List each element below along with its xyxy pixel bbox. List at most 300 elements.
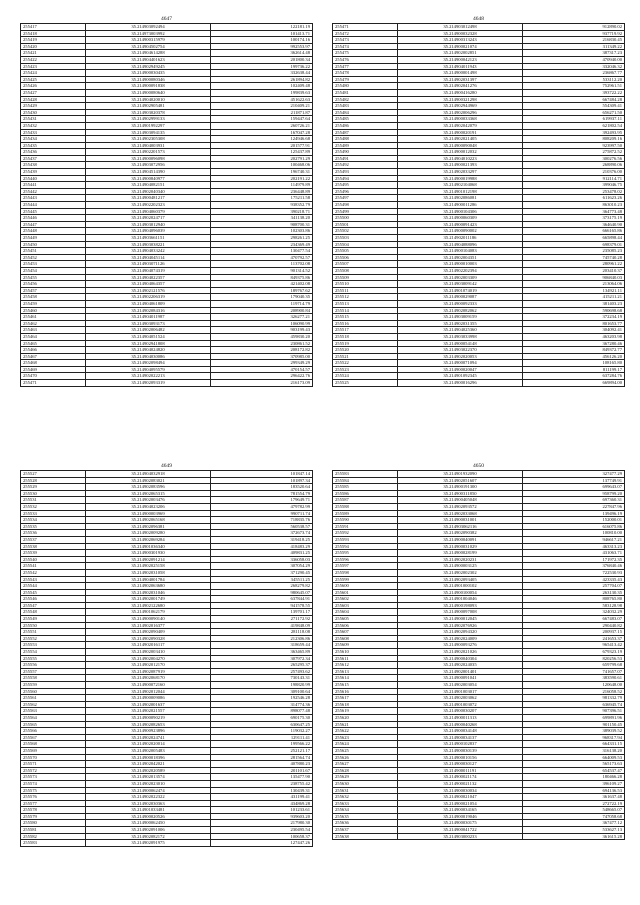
id-cell: 255493 [333, 169, 398, 176]
value-cell: 938352.79 [211, 202, 313, 209]
table-row [333, 89, 625, 96]
value-cell: 697360.31 [523, 497, 625, 504]
coordinate-cell: 35.214904064357 [86, 281, 211, 288]
coordinate-cell: 35.214900041722 [398, 827, 523, 834]
coordinate-cell: 35.214900072160 [86, 682, 211, 689]
id-cell: 255592 [333, 530, 398, 537]
id-cell: 255561 [21, 695, 86, 702]
table-row [333, 281, 625, 288]
coordinate-cell: 35.214903092494 [86, 24, 211, 31]
value-cell: 134921.11 [523, 287, 625, 294]
value-cell: 560538.57 [211, 523, 313, 530]
id-cell: 255527 [21, 471, 86, 478]
coordinate-cell: 35.214902024035 [398, 662, 523, 669]
coordinate-cell: 35.214902021405 [398, 136, 523, 143]
coordinate-cell: 35.214904033242 [86, 248, 211, 255]
id-cell: 255583 [21, 840, 86, 847]
id-cell: 255536 [21, 530, 86, 537]
id-cell: 255431 [21, 116, 86, 123]
value-cell: 183520.64 [211, 484, 313, 491]
value-cell: 912114.71 [523, 175, 625, 182]
coordinate-cell: 35.214900092333 [398, 300, 523, 307]
value-cell: 200937.15 [523, 629, 625, 636]
value-cell: 637284.76 [523, 373, 625, 380]
table-row [333, 221, 625, 228]
coordinate-cell: 35.214902087919 [86, 668, 211, 675]
table-row [333, 63, 625, 70]
value-cell: 371290.45 [211, 569, 313, 576]
id-cell: 255573 [21, 774, 86, 781]
value-cell: 396109.27 [523, 780, 625, 787]
coordinate-cell: 35.214902098494 [86, 360, 211, 367]
coordinate-cell: 35.214902024741 [86, 734, 211, 741]
id-cell: 255542 [21, 569, 86, 576]
id-cell: 255588 [333, 503, 398, 510]
table-row [333, 695, 625, 702]
id-cell: 255512 [333, 294, 398, 301]
table-row [333, 314, 625, 321]
table-row [333, 175, 625, 182]
coordinate-cell: 35.214904502754 [86, 43, 211, 50]
id-cell: 255535 [21, 523, 86, 530]
id-cell: 255607 [333, 629, 398, 636]
id-cell: 255509 [333, 274, 398, 281]
table-row [333, 774, 625, 781]
table-row [21, 169, 313, 176]
id-cell: 255531 [21, 497, 86, 504]
table-row [21, 550, 313, 557]
table-row [333, 50, 625, 57]
value-cell: 212306.86 [211, 635, 313, 642]
coordinate-cell: 35.214902094320 [398, 629, 523, 636]
coordinate-cell: 35.214902022322 [86, 794, 211, 801]
coordinate-cell: 35.214901092345 [398, 373, 523, 380]
table-row [21, 510, 313, 517]
value-cell: 260726.21 [211, 122, 313, 129]
id-cell: 255503 [333, 235, 398, 242]
coordinate-cell: 35.214902082172 [86, 833, 211, 840]
id-cell: 255583 [333, 471, 398, 478]
coordinate-cell: 35.214902023010 [86, 780, 211, 787]
id-cell: 255518 [333, 333, 398, 340]
id-cell: 255595 [333, 550, 398, 557]
coordinate-cell: 35.214901012198 [398, 188, 523, 195]
value-cell: 939603.20 [211, 813, 313, 820]
coordinate-cell: 35.214903022370 [398, 347, 523, 354]
table-row [21, 353, 313, 360]
id-cell: 255520 [333, 347, 398, 354]
value-cell: 102409.48 [211, 83, 313, 90]
table-row [333, 576, 625, 583]
table-row [21, 195, 313, 202]
coordinate-cell: 35.214902001749 [86, 596, 211, 603]
id-cell: 255473 [333, 37, 398, 44]
table-row [21, 30, 313, 37]
coordinate-cell: 35.214900321298 [398, 96, 523, 103]
id-cell: 255578 [21, 807, 86, 814]
table-row [333, 523, 625, 530]
coordinate-cell: 35.214900198093 [398, 602, 523, 609]
value-cell: 901314.52 [211, 267, 313, 274]
coordinate-cell: 35.214902202323 [86, 202, 211, 209]
value-cell: 990711.74 [211, 510, 313, 517]
coordinate-cell: 35.214900097008 [398, 609, 523, 616]
coordinate-cell: 35.214902944969 [398, 103, 523, 110]
id-cell: 255614 [333, 675, 398, 682]
value-cell: 621802.54 [523, 122, 625, 129]
coordinate-cell: 35.214902090328 [86, 635, 211, 642]
value-cell: 654537.47 [523, 767, 625, 774]
value-cell: 937719.92 [523, 30, 625, 37]
table-header: 4649 [161, 463, 172, 469]
table-row [333, 569, 625, 576]
coordinate-cell: 35.214902076926 [398, 622, 523, 629]
value-cell: 431199.41 [211, 794, 313, 801]
table-row [21, 208, 313, 215]
value-cell: 898077.48 [211, 708, 313, 715]
table-row [333, 43, 625, 50]
value-cell: 912890.02 [523, 24, 625, 31]
value-cell: 965413.42 [523, 642, 625, 649]
value-cell: 120648.00 [523, 682, 625, 689]
id-cell: 255598 [333, 569, 398, 576]
table-row [21, 813, 313, 820]
coordinate-cell: 35.214900030435 [86, 70, 211, 77]
value-cell: 533627.13 [523, 827, 625, 834]
value-cell: 314774.36 [211, 701, 313, 708]
coordinate-cell: 35.214904022357 [86, 274, 211, 281]
table-header: 4648 [473, 16, 484, 22]
coordinate-cell: 35.214902083596 [86, 484, 211, 491]
table-row [333, 162, 625, 169]
value-cell: 202191.22 [211, 175, 313, 182]
id-cell: 255448 [21, 228, 86, 235]
coordinate-cell: 35.214900104083 [398, 248, 523, 255]
id-cell: 255489 [333, 142, 398, 149]
coordinate-cell: 35.214902020231 [398, 556, 523, 563]
coordinate-cell: 35.214902202394 [398, 267, 523, 274]
id-cell: 255465 [21, 340, 86, 347]
value-cell: 565173.63 [523, 761, 625, 768]
id-cell: 255571 [21, 761, 86, 768]
value-cell: 268279.82 [211, 583, 313, 590]
id-cell: 255437 [21, 155, 86, 162]
id-cell: 255562 [21, 701, 86, 708]
id-cell: 255477 [333, 63, 398, 70]
value-cell: 189767.62 [211, 287, 313, 294]
id-cell: 255565 [21, 721, 86, 728]
coordinate-cell: 35.214900021393 [398, 162, 523, 169]
value-cell: 101413.71 [211, 30, 313, 37]
coordinate-cell: 35.214900840977 [86, 175, 211, 182]
coordinate-cell: 35.214900034137 [398, 734, 523, 741]
coordinate-cell: 35.214900091041 [398, 675, 523, 682]
value-cell: 106090.99 [211, 320, 313, 327]
id-cell: 255445 [21, 208, 86, 215]
id-cell: 255478 [333, 70, 398, 77]
value-cell: 281564.74 [211, 754, 313, 761]
data-table [332, 470, 625, 840]
table-row [333, 484, 625, 491]
id-cell: 255460 [21, 307, 86, 314]
coordinate-cell: 35.214902004270 [86, 655, 211, 662]
id-cell: 255549 [21, 616, 86, 623]
coordinate-cell: 35.214902021026 [398, 649, 523, 656]
id-cell: 255506 [333, 254, 398, 261]
coordinate-cell: 35.214903093173 [86, 320, 211, 327]
table-row [21, 37, 313, 44]
table-row [21, 149, 313, 156]
coordinate-cell: 35.214900040091 [398, 536, 523, 543]
table-row [21, 109, 313, 116]
table-row [333, 688, 625, 695]
table-row [333, 747, 625, 754]
id-cell: 255510 [333, 281, 398, 288]
value-cell: 139701.17 [211, 609, 313, 616]
value-cell: 100658.37 [211, 833, 313, 840]
table-row [333, 300, 625, 307]
table-block-2 [332, 15, 625, 387]
id-cell: 255417 [21, 24, 86, 31]
id-cell: 255424 [21, 70, 86, 77]
table-row [21, 596, 313, 603]
id-cell: 255604 [333, 609, 398, 616]
value-cell: 548665.07 [523, 807, 625, 814]
value-cell: 152000.01 [523, 517, 625, 524]
id-cell: 255439 [21, 169, 86, 176]
value-cell: 135477.90 [211, 774, 313, 781]
id-cell: 255543 [21, 576, 86, 583]
value-cell: 636945.74 [523, 701, 625, 708]
value-cell: 946617.21 [523, 536, 625, 543]
table-row [21, 556, 313, 563]
coordinate-cell: 35.214900011313 [398, 714, 523, 721]
table-row [21, 747, 313, 754]
table-row [21, 820, 313, 827]
coordinate-cell: 35.214900001498 [398, 70, 523, 77]
value-cell: 199736.22 [211, 63, 313, 70]
value-cell: 372673.74 [211, 530, 313, 537]
coordinate-cell: 35.214900032328 [398, 30, 523, 37]
value-cell: 656271.50 [523, 109, 625, 116]
coordinate-cell: 35.214900080640 [86, 89, 211, 96]
table-row [333, 642, 625, 649]
coordinate-cell: 35.214900030127 [398, 761, 523, 768]
value-cell: 992553.97 [211, 43, 313, 50]
id-cell: 255638 [333, 833, 398, 840]
table-row [21, 787, 313, 794]
coordinate-cell: 35.214902003476 [86, 497, 211, 504]
value-cell: 415211.21 [523, 294, 625, 301]
value-cell: 616075.86 [523, 523, 625, 530]
id-cell: 255599 [333, 576, 398, 583]
table-row [21, 307, 313, 314]
coordinate-cell: 35.214902031046 [86, 589, 211, 596]
coordinate-cell: 35.214902090409 [86, 629, 211, 636]
table-row [333, 142, 625, 149]
id-cell: 255441 [21, 182, 86, 189]
id-cell: 255513 [333, 300, 398, 307]
value-cell: 252121.17 [211, 747, 313, 754]
value-cell: 268890.06 [523, 162, 625, 169]
table-row [21, 103, 313, 110]
id-cell: 255612 [333, 662, 398, 669]
value-cell: 299349.29 [211, 360, 313, 367]
table-row [21, 129, 313, 136]
coordinate-cell: 35.214900405048 [398, 497, 523, 504]
coordinate-cell: 35.214902999133 [86, 116, 211, 123]
id-cell: 255537 [21, 536, 86, 543]
id-cell: 255623 [333, 734, 398, 741]
table-row [333, 721, 625, 728]
coordinate-cell: 35.214902091975 [86, 840, 211, 847]
table-row [21, 182, 313, 189]
coordinate-cell: 35.214904088096 [398, 241, 523, 248]
table-row [333, 373, 625, 380]
table-row [333, 800, 625, 807]
table-row [21, 314, 313, 321]
id-cell: 255459 [21, 300, 86, 307]
value-cell: 381403.23 [523, 300, 625, 307]
coordinate-cell: 35.214901074019 [398, 287, 523, 294]
id-cell: 255590 [333, 517, 398, 524]
table-row [333, 714, 625, 721]
value-cell: 230861.52 [211, 340, 313, 347]
table-row [333, 490, 625, 497]
table-row [333, 188, 625, 195]
value-cell: 345511.25 [211, 576, 313, 583]
coordinate-cell: 35.214902006296 [398, 109, 523, 116]
coordinate-cell: 35.214904074319 [86, 267, 211, 274]
coordinate-cell: 35.214900102837 [398, 741, 523, 748]
id-cell: 255609 [333, 642, 398, 649]
id-cell: 255484 [333, 109, 398, 116]
id-cell: 255433 [21, 129, 86, 136]
coordinate-cell: 35.214900028199 [398, 550, 523, 557]
id-cell: 255462 [21, 320, 86, 327]
coordinate-cell: 35.214904082151 [86, 182, 211, 189]
table-row [333, 254, 625, 261]
value-cell: 275872.52 [523, 149, 625, 156]
value-cell: 361615.28 [523, 833, 625, 840]
coordinate-cell: 35.214902084316 [86, 307, 211, 314]
coordinate-cell: 35.214902003309 [398, 274, 523, 281]
table-row [21, 635, 313, 642]
value-cell: 470792.57 [211, 254, 313, 261]
value-cell: 227847.96 [523, 503, 625, 510]
table-row [21, 774, 313, 781]
id-cell: 255451 [21, 248, 86, 255]
value-cell: 202791.29 [211, 155, 313, 162]
id-cell: 255508 [333, 267, 398, 274]
value-cell: 114979.89 [211, 182, 313, 189]
id-cell: 255436 [21, 149, 86, 156]
table-row [21, 807, 313, 814]
table-row [21, 76, 313, 83]
table-row [21, 794, 313, 801]
value-cell: 332638.44 [211, 70, 313, 77]
id-cell: 255637 [333, 827, 398, 834]
table-row [21, 89, 313, 96]
table-row [21, 241, 313, 248]
value-cell: 139496.19 [523, 510, 625, 517]
coordinate-cell: 35.214900104306 [398, 208, 523, 215]
id-cell: 255630 [333, 780, 398, 787]
coordinate-cell: 35.214900030139 [398, 747, 523, 754]
data-table [20, 470, 313, 847]
coordinate-cell: 35.214902012170 [86, 662, 211, 669]
coordinate-cell: 35.214900030034 [398, 787, 523, 794]
id-cell: 255474 [333, 43, 398, 50]
id-cell: 255631 [333, 787, 398, 794]
table-row [333, 589, 625, 596]
id-cell: 255423 [21, 63, 86, 70]
value-cell: 125437.89 [211, 149, 313, 156]
table-row [333, 662, 625, 669]
value-cell: 752961.51 [523, 83, 625, 90]
table-row [21, 484, 313, 491]
value-cell: 808765.80 [523, 596, 625, 603]
table-header: 4650 [473, 463, 484, 469]
value-cell: 923997.50 [523, 142, 625, 149]
data-table [332, 23, 625, 387]
coordinate-cell: 35.214902093319 [86, 380, 211, 387]
coordinate-cell: 35.214902004351 [398, 254, 523, 261]
coordinate-cell: 35.214902082062 [398, 307, 523, 314]
value-cell: 217980.30 [211, 820, 313, 827]
table-row [21, 840, 313, 847]
id-cell: 255586 [333, 490, 398, 497]
id-cell: 255501 [333, 221, 398, 228]
coordinate-cell: 35.214902065168 [86, 517, 211, 524]
coordinate-cell: 35.214900071094 [398, 360, 523, 367]
id-cell: 255496 [333, 188, 398, 195]
coordinate-cell: 35.214904001784 [86, 576, 211, 583]
table-row [21, 333, 313, 340]
table-row [333, 202, 625, 209]
table-row [333, 287, 625, 294]
coordinate-cell: 35.214900096098 [86, 155, 211, 162]
table-row [333, 116, 625, 123]
table-row [21, 655, 313, 662]
id-cell: 255575 [21, 787, 86, 794]
value-cell: 208900.84 [211, 307, 313, 314]
table-row [333, 360, 625, 367]
coordinate-cell: 35.214904032918 [86, 471, 211, 478]
table-row [333, 675, 625, 682]
table-row [333, 76, 625, 83]
value-cell: 745740.28 [523, 254, 625, 261]
id-cell: 255420 [21, 43, 86, 50]
value-cell: 659799.68 [523, 662, 625, 669]
coordinate-cell: 35.214900311850 [398, 490, 523, 497]
table-row [333, 794, 625, 801]
coordinate-cell: 35.214900012032 [398, 149, 523, 156]
coordinate-cell: 35.214902941808 [86, 340, 211, 347]
table-row [21, 248, 313, 255]
coordinate-cell: 35.214902091006 [86, 827, 211, 834]
value-cell: 665898.44 [523, 235, 625, 242]
coordinate-cell: 35.214900021047 [398, 794, 523, 801]
coordinate-cell: 35.214902086081 [398, 195, 523, 202]
table-row [333, 550, 625, 557]
coordinate-cell: 35.214900091838 [86, 83, 211, 90]
table-row [333, 497, 625, 504]
id-cell: 255568 [21, 741, 86, 748]
coordinate-cell: 35.214902020589 [86, 767, 211, 774]
value-cell: 175211.58 [211, 195, 313, 202]
id-cell: 255486 [333, 122, 398, 129]
